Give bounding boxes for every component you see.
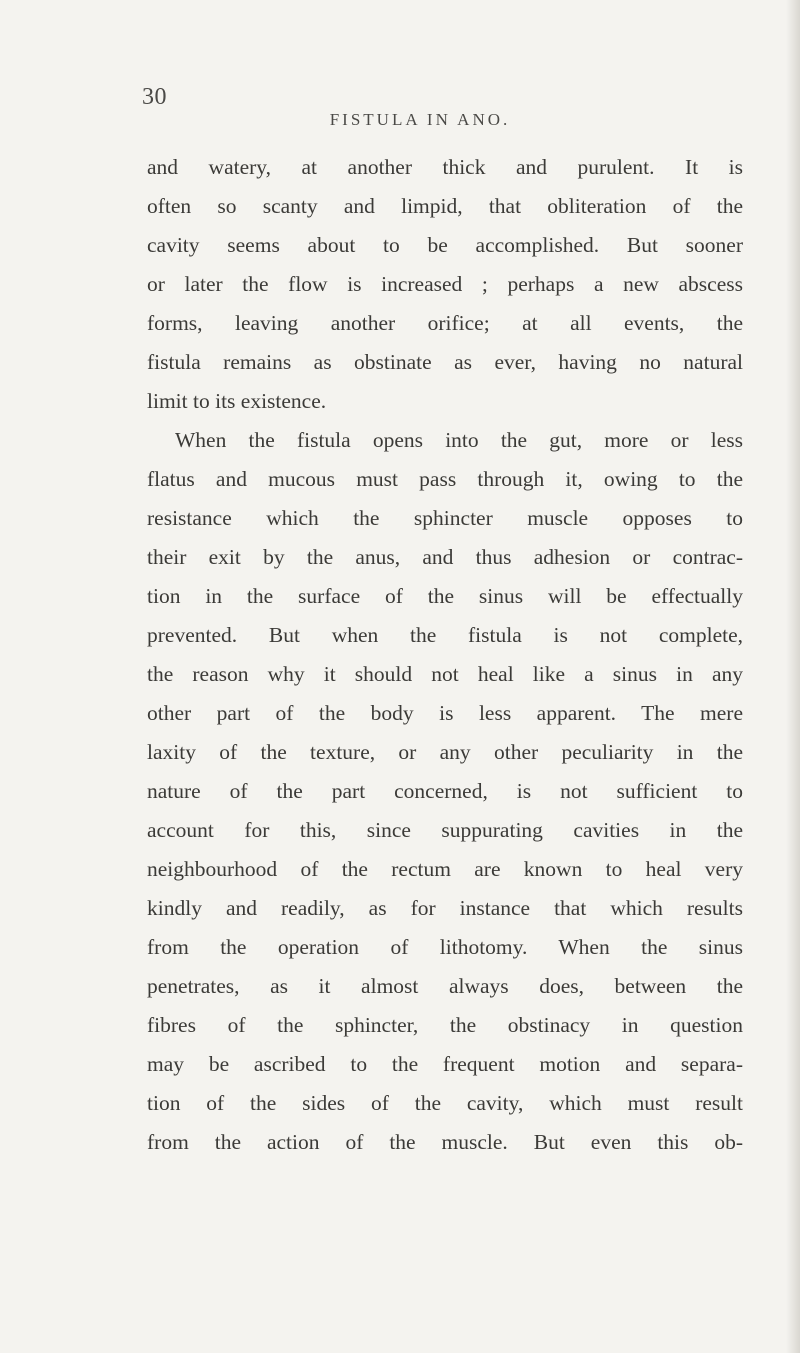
- text-line: resistance which the sphincter muscle opposes to: [147, 506, 743, 530]
- text-line: from the operation of lithotomy. When the sinus: [147, 935, 743, 959]
- text-line: tion of the sides of the cavity, which must result: [147, 1091, 743, 1115]
- text-line: limit to its existence.: [147, 389, 327, 413]
- text-line: tion in the surface of the sinus will be effectually: [147, 584, 743, 608]
- text-line: account for this, since suppurating cavities in the: [147, 818, 743, 842]
- text-line: flatus and mucous must pass through it, owing to the: [147, 467, 743, 491]
- text-line: fibres of the sphincter, the obstinacy in question: [147, 1013, 743, 1037]
- text-line: other part of the body is less apparent. The mere: [147, 701, 743, 725]
- text-line: cavity seems about to be accomplished. But sooner: [147, 233, 743, 257]
- text-line: kindly and readily, as for instance that which results: [147, 896, 743, 920]
- text-line: forms, leaving another orifice; at all events, the: [147, 311, 743, 335]
- text-line: fistula remains as obstinate as ever, having no natural: [147, 350, 743, 374]
- text-line: often so scanty and limpid, that obliteration of the: [147, 194, 743, 218]
- text-line: When the fistula opens into the gut, more or less: [175, 428, 743, 452]
- page-edge-shadow: [786, 0, 800, 1353]
- body-text: [147, 148, 743, 1162]
- text-line: nature of the part concerned, is not sufficient to: [147, 779, 743, 803]
- text-line: penetrates, as it almost always does, between the: [147, 974, 743, 998]
- text-line: prevented. But when the fistula is not complete,: [147, 623, 743, 647]
- page-number: 30: [142, 84, 167, 110]
- text-line: and watery, at another thick and purulent. It is: [147, 155, 743, 179]
- text-line: their exit by the anus, and thus adhesion or contrac-: [147, 545, 743, 569]
- text-line: from the action of the muscle. But even this ob-: [147, 1130, 743, 1154]
- text-line: or later the flow is increased ; perhaps a new abscess: [147, 272, 743, 296]
- running-head: FISTULA IN ANO.: [329, 110, 511, 129]
- text-line: may be ascribed to the frequent motion and separa-: [147, 1052, 743, 1076]
- text-line: the reason why it should not heal like a sinus in any: [147, 662, 743, 686]
- text-line: neighbourhood of the rectum are known to heal very: [147, 857, 743, 881]
- text-line: laxity of the texture, or any other peculiarity in the: [147, 740, 743, 764]
